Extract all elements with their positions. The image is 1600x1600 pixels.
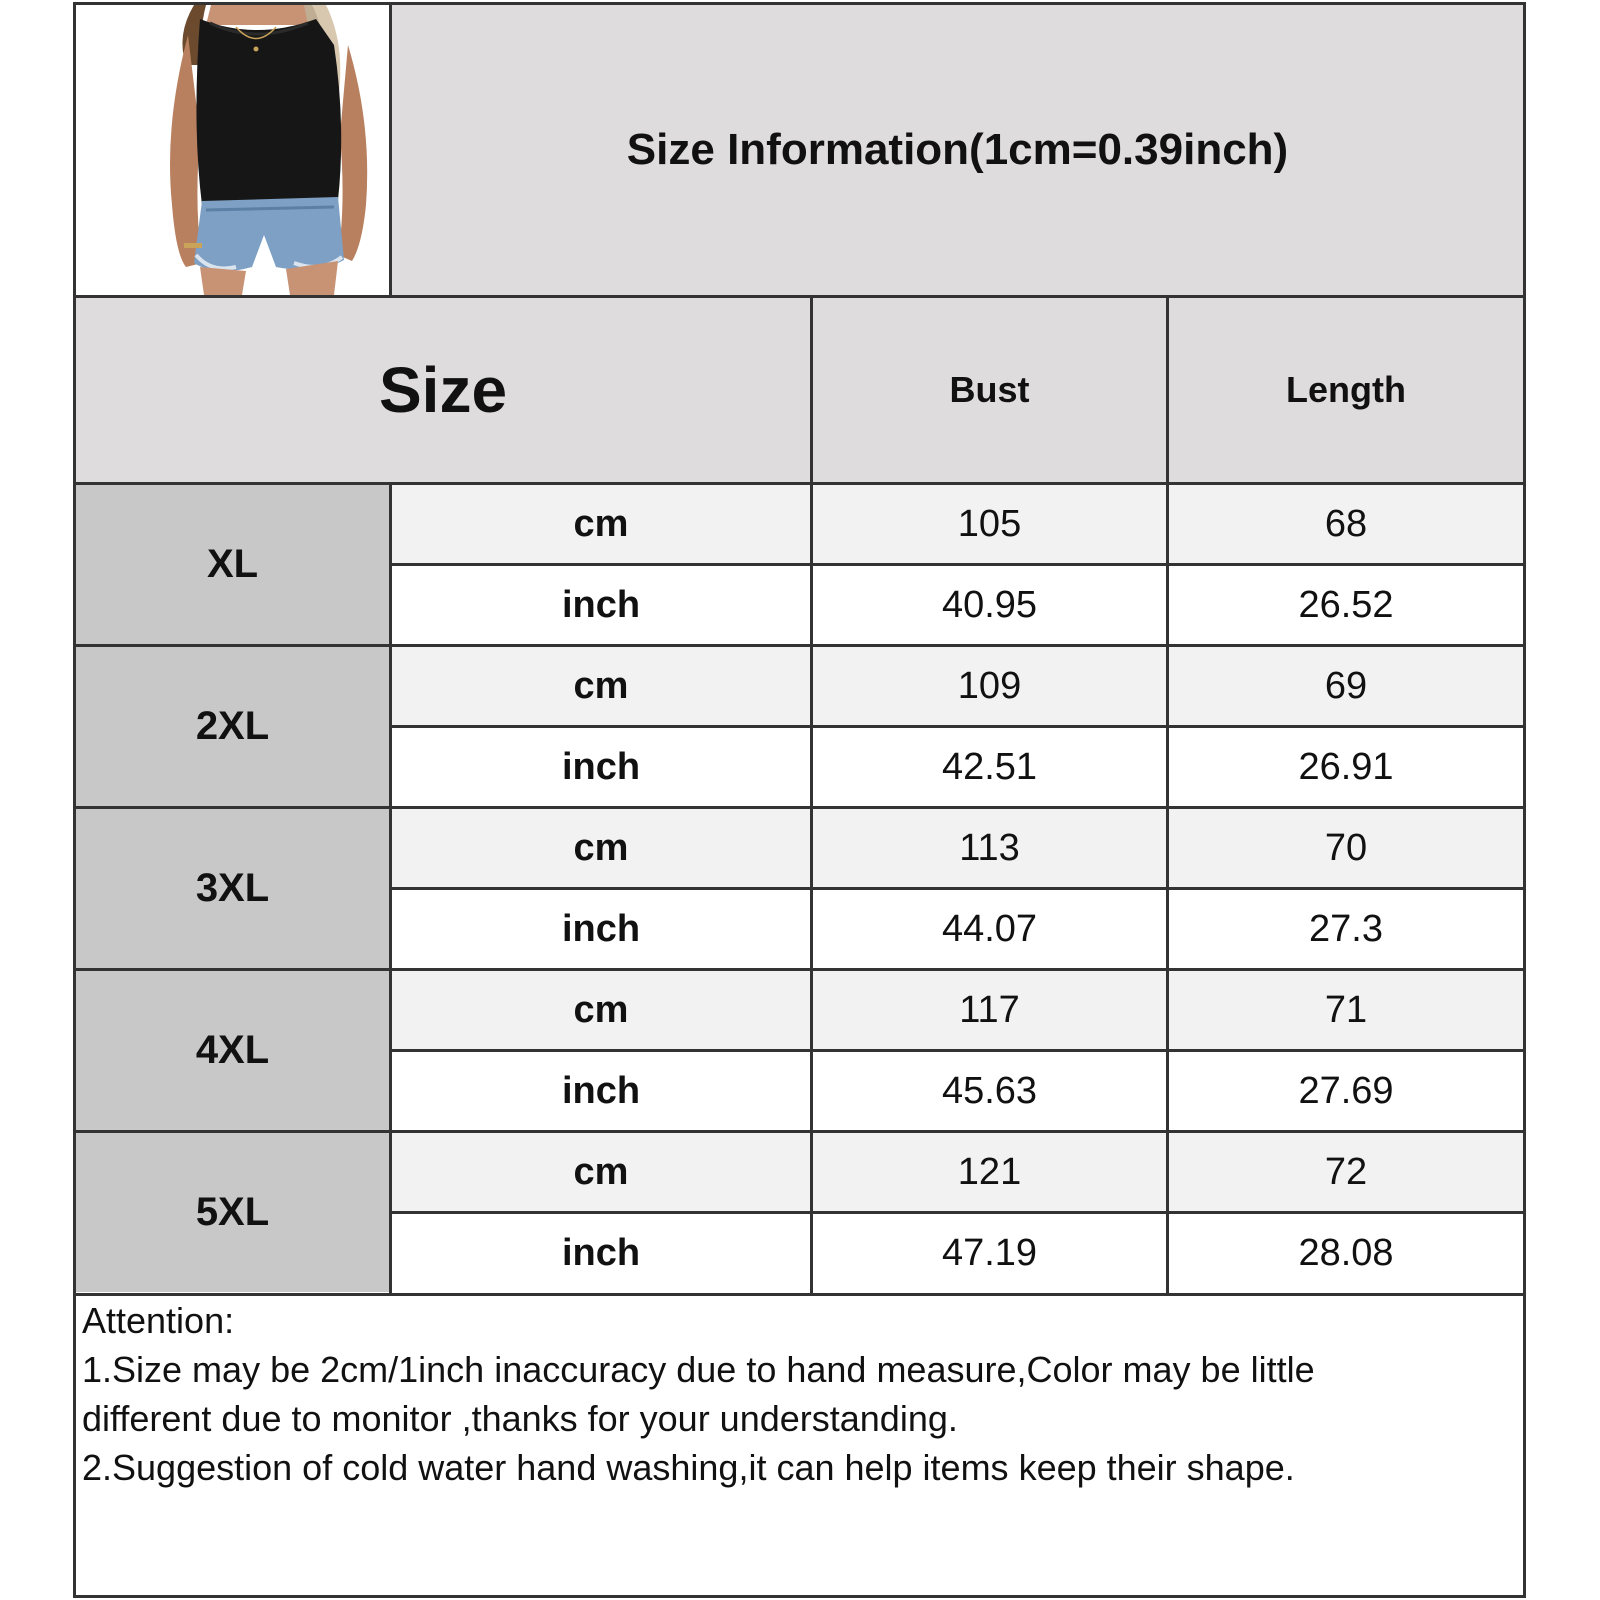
length-inch-value: 26.91 xyxy=(1169,728,1523,806)
divider xyxy=(392,887,1523,890)
bust-cm-value: 117 xyxy=(813,971,1166,1049)
size-label: 4XL xyxy=(76,971,389,1130)
size-label: XL xyxy=(76,485,389,644)
length-inch-value: 27.69 xyxy=(1169,1052,1523,1130)
unit-label-cm: cm xyxy=(392,1133,810,1211)
bust-cm-value: 121 xyxy=(813,1133,1166,1211)
divider xyxy=(76,806,1523,809)
unit-label-cm: cm xyxy=(392,647,810,725)
bust-inch-value: 44.07 xyxy=(813,890,1166,968)
length-cm-value: 69 xyxy=(1169,647,1523,725)
length-cm-value: 72 xyxy=(1169,1133,1523,1211)
unit-label-inch: inch xyxy=(392,566,810,644)
model-tank-top-image xyxy=(76,5,392,295)
attention-notes xyxy=(82,1296,1512,1492)
bust-cm-value: 113 xyxy=(813,809,1166,887)
product-photo xyxy=(76,5,392,295)
unit-label-cm: cm xyxy=(392,971,810,1049)
note-line-3: 2.Suggestion of cold water hand washing,it can help items keep their shape. xyxy=(82,1447,1295,1488)
note-line-1: 1.Size may be 2cm/1inch inaccuracy due to hand measure,Color may be little xyxy=(82,1349,1315,1390)
bust-cm-value: 105 xyxy=(813,485,1166,563)
divider xyxy=(76,482,1523,485)
length-cm-value: 70 xyxy=(1169,809,1523,887)
size-label: 3XL xyxy=(76,809,389,968)
divider xyxy=(392,725,1523,728)
notes-heading: Attention: xyxy=(82,1300,235,1341)
divider xyxy=(76,968,1523,971)
bust-column-header: Bust xyxy=(813,298,1166,482)
length-inch-value: 28.08 xyxy=(1169,1214,1523,1292)
length-inch-value: 27.3 xyxy=(1169,890,1523,968)
length-inch-value: 26.52 xyxy=(1169,566,1523,644)
note-line-2: different due to monitor ,thanks for your understanding. xyxy=(82,1398,958,1439)
divider xyxy=(76,644,1523,647)
divider xyxy=(76,1130,1523,1133)
size-label: 2XL xyxy=(76,647,389,806)
bust-inch-value: 42.51 xyxy=(813,728,1166,806)
unit-label-cm: cm xyxy=(392,485,810,563)
unit-label-inch: inch xyxy=(392,1052,810,1130)
unit-label-inch: inch xyxy=(392,1214,810,1292)
divider xyxy=(1166,298,1169,1293)
size-column-header: Size xyxy=(76,298,810,482)
divider xyxy=(392,1211,1523,1214)
length-column-header: Length xyxy=(1169,298,1523,482)
bust-inch-value: 45.63 xyxy=(813,1052,1166,1130)
chart-title: Size Information(1cm=0.39inch) xyxy=(392,5,1523,295)
divider xyxy=(392,563,1523,566)
divider xyxy=(810,298,813,1293)
size-label: 5XL xyxy=(76,1133,389,1292)
divider xyxy=(76,295,1523,298)
unit-label-inch: inch xyxy=(392,890,810,968)
bust-inch-value: 47.19 xyxy=(813,1214,1166,1292)
unit-label-cm: cm xyxy=(392,809,810,887)
length-cm-value: 71 xyxy=(1169,971,1523,1049)
divider xyxy=(389,5,392,295)
unit-label-inch: inch xyxy=(392,728,810,806)
bust-inch-value: 40.95 xyxy=(813,566,1166,644)
divider xyxy=(392,1049,1523,1052)
length-cm-value: 68 xyxy=(1169,485,1523,563)
bust-cm-value: 109 xyxy=(813,647,1166,725)
